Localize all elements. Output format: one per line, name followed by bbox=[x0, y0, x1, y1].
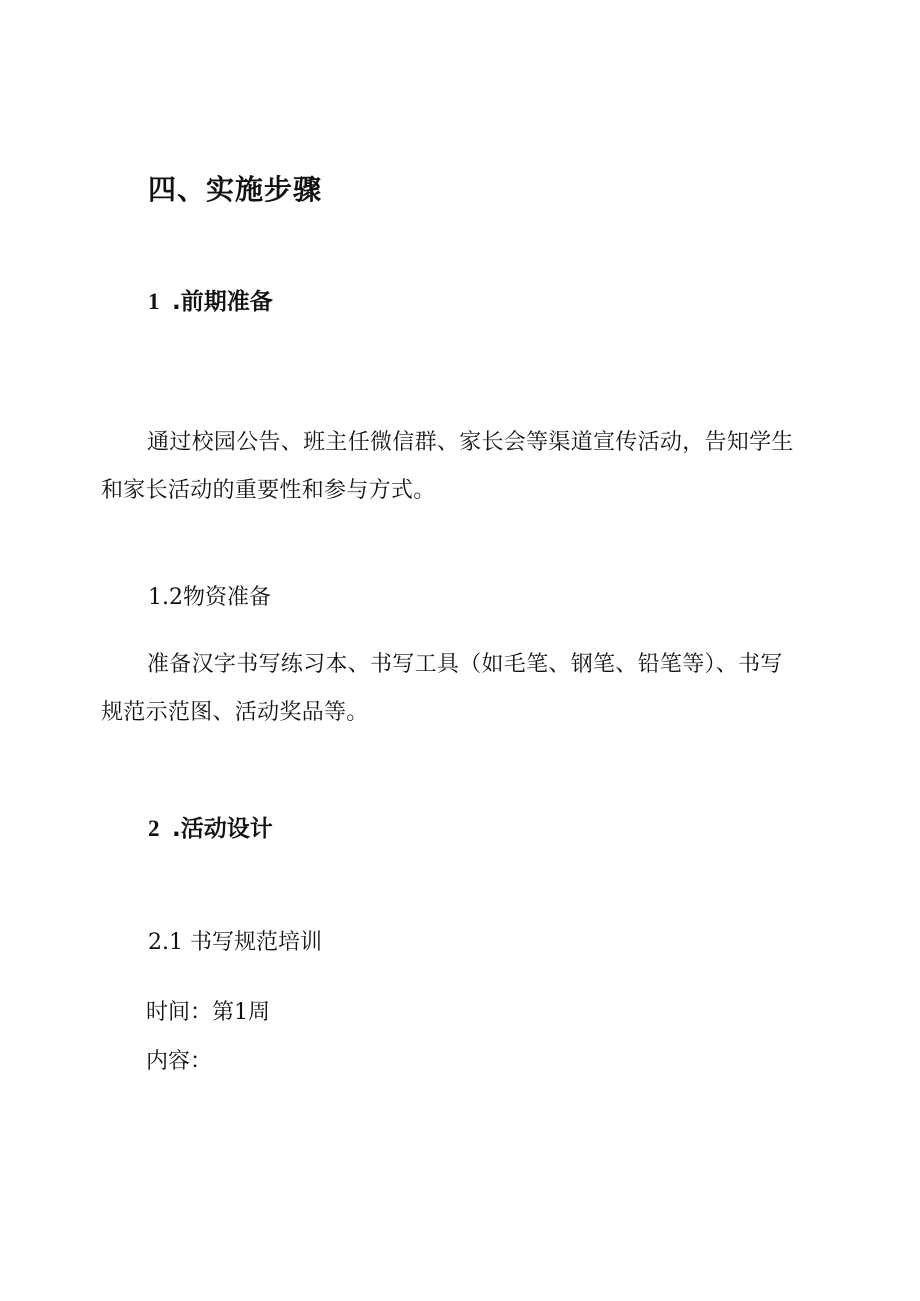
heading-prep bbox=[148, 283, 273, 316]
heading-design-number: 2 bbox=[148, 816, 160, 841]
materials-paragraph-text: 准备汉字书写练习本、书写工具（如毛笔、钢笔、铅笔等）、书写规范示范图、活动奖品等。 bbox=[101, 652, 783, 725]
prep-paragraph bbox=[101, 419, 801, 515]
time-label: 时间： bbox=[146, 1000, 213, 1025]
heading-design-text: .活动设计 bbox=[172, 816, 273, 842]
time-value: 第1周 bbox=[212, 1000, 271, 1025]
heading-prep-number: 1 bbox=[148, 289, 160, 314]
section-title: 四、实施步骤 bbox=[148, 173, 323, 206]
content-label: 内容： bbox=[146, 1049, 213, 1074]
sub-heading-materials: 1.2物资准备 bbox=[148, 585, 271, 610]
heading-prep-text: .前期准备 bbox=[172, 289, 273, 315]
sub-heading-training: 2.1 书写规范培训 bbox=[148, 930, 322, 955]
heading-design bbox=[148, 810, 273, 843]
prep-paragraph-text: 通过校园公告、班主任微信群、家长会等渠道宣传活动，告知学生和家长活动的重要性和参与方式。 bbox=[101, 430, 794, 503]
time-line bbox=[146, 995, 270, 1026]
materials-paragraph bbox=[101, 641, 801, 737]
